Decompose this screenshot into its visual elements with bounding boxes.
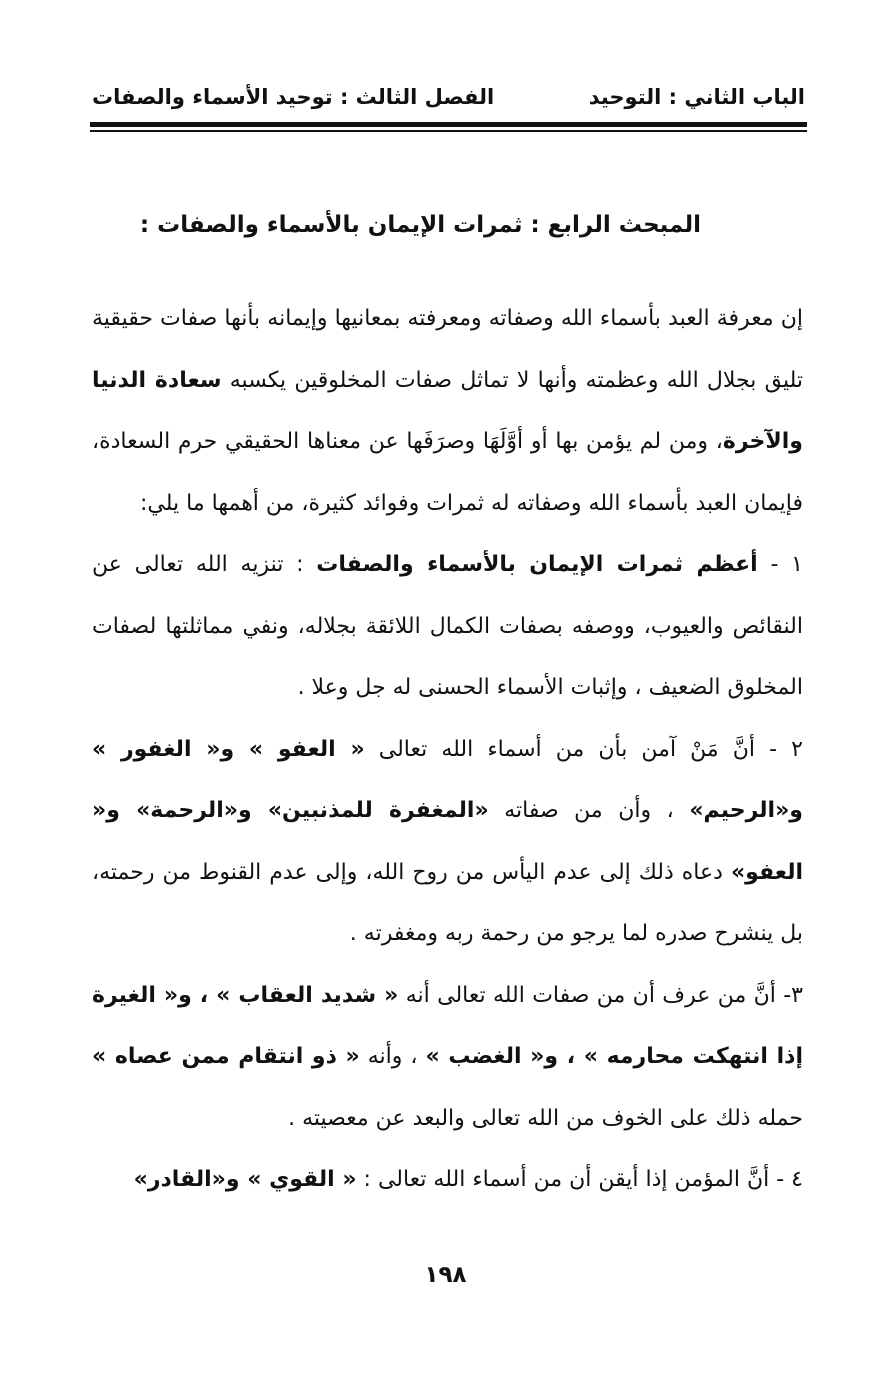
running-header xyxy=(92,80,805,114)
item-4-number: ٤ - xyxy=(769,1167,803,1192)
header-rule-thin xyxy=(90,130,807,132)
intro-paragraph xyxy=(92,288,803,534)
list-item-3 xyxy=(92,965,803,1150)
item-4-text-a: أنَّ المؤمن إذا أيقن أن من أسماء الله تعالى : xyxy=(356,1167,770,1192)
intro-part-3: ، ومن لم يؤمن بها أو أوَّلَهَا وصرَفَها عن معناها الحقيقي حرم السعادة، فإيمان العبد بأسماء الله وصفاته له ثمرات وفوائد كثيرة، من أهمها ما يلي: xyxy=(92,429,803,516)
item-2-text-b: ، وأن من صفاته xyxy=(488,798,690,823)
header-chapter: الباب الثاني : التوحيد xyxy=(588,85,805,109)
intro-emphasis: سعادة الدنيا والآخرة xyxy=(92,367,803,454)
item-3-number: ٣- xyxy=(775,982,803,1008)
item-2-names: « العفو » و« الغفور » و«الرحيم» xyxy=(92,736,803,823)
list-item-4 xyxy=(92,1149,803,1211)
item-4-names: « القوي » و«القادر» xyxy=(133,1167,357,1192)
item-2-number: ٢ - xyxy=(755,736,803,762)
list-item-1 xyxy=(92,534,803,719)
item-3-text-a: أنَّ من عرف أن من صفات الله تعالى أنه xyxy=(398,982,776,1008)
item-3-name: « ذو انتقام ممن عصاه » xyxy=(92,1044,360,1069)
header-section: الفصل الثالث : توحيد الأسماء والصفات xyxy=(92,85,495,109)
body-text xyxy=(92,288,803,1211)
item-1-number: ١ - xyxy=(757,552,803,577)
section-title: المبحث الرابع : ثمرات الإيمان بالأسماء والصفات : xyxy=(139,212,701,238)
intro-part-1: إن معرفة العبد بأسماء الله وصفاته ومعرفته بمعانيها وإيمانه بأنها صفات حقيقية تليق بجلال الله وعظمته وأنها لا تماثل صفات المخلوقين يكسبه xyxy=(92,306,803,393)
item-2-attributes: «المغفرة للمذنبين» و«الرحمة» و« العفو» xyxy=(92,798,803,885)
item-2-text-a: أنَّ مَنْ آمن بأن من أسماء الله تعالى xyxy=(364,736,756,762)
item-3-text-c: حمله ذلك على الخوف من الله تعالى والبعد عن معصيته . xyxy=(288,1105,803,1131)
header-rule-thick xyxy=(90,122,807,127)
item-1-text: : تنزيه الله تعالى عن النقائص والعيوب، ووصفه بصفات الكمال اللائقة بجلاله، ونفي مماثلتها لصفات المخلوق الضعيف ، وإثبات الأسماء الحسنى له جل وعلا . xyxy=(92,552,803,700)
item-3-text-b: ، وأنه xyxy=(359,1044,426,1069)
item-3-attributes: « شديد العقاب » ، و« الغيرة إذا انتهكت محارمه » ، و« الغضب » xyxy=(92,982,803,1069)
list-item-2 xyxy=(92,719,803,965)
item-2-text-c: دعاه ذلك إلى عدم اليأس من روح الله، وإلى عدم القنوط من رحمته، بل ينشرح صدره لما يرجو من رحمة ربه ومغفرته . xyxy=(92,859,803,946)
item-1-lead: أعظم ثمرات الإيمان بالأسماء والصفات xyxy=(316,552,758,577)
page-number: ١٩٨ xyxy=(424,1262,467,1288)
